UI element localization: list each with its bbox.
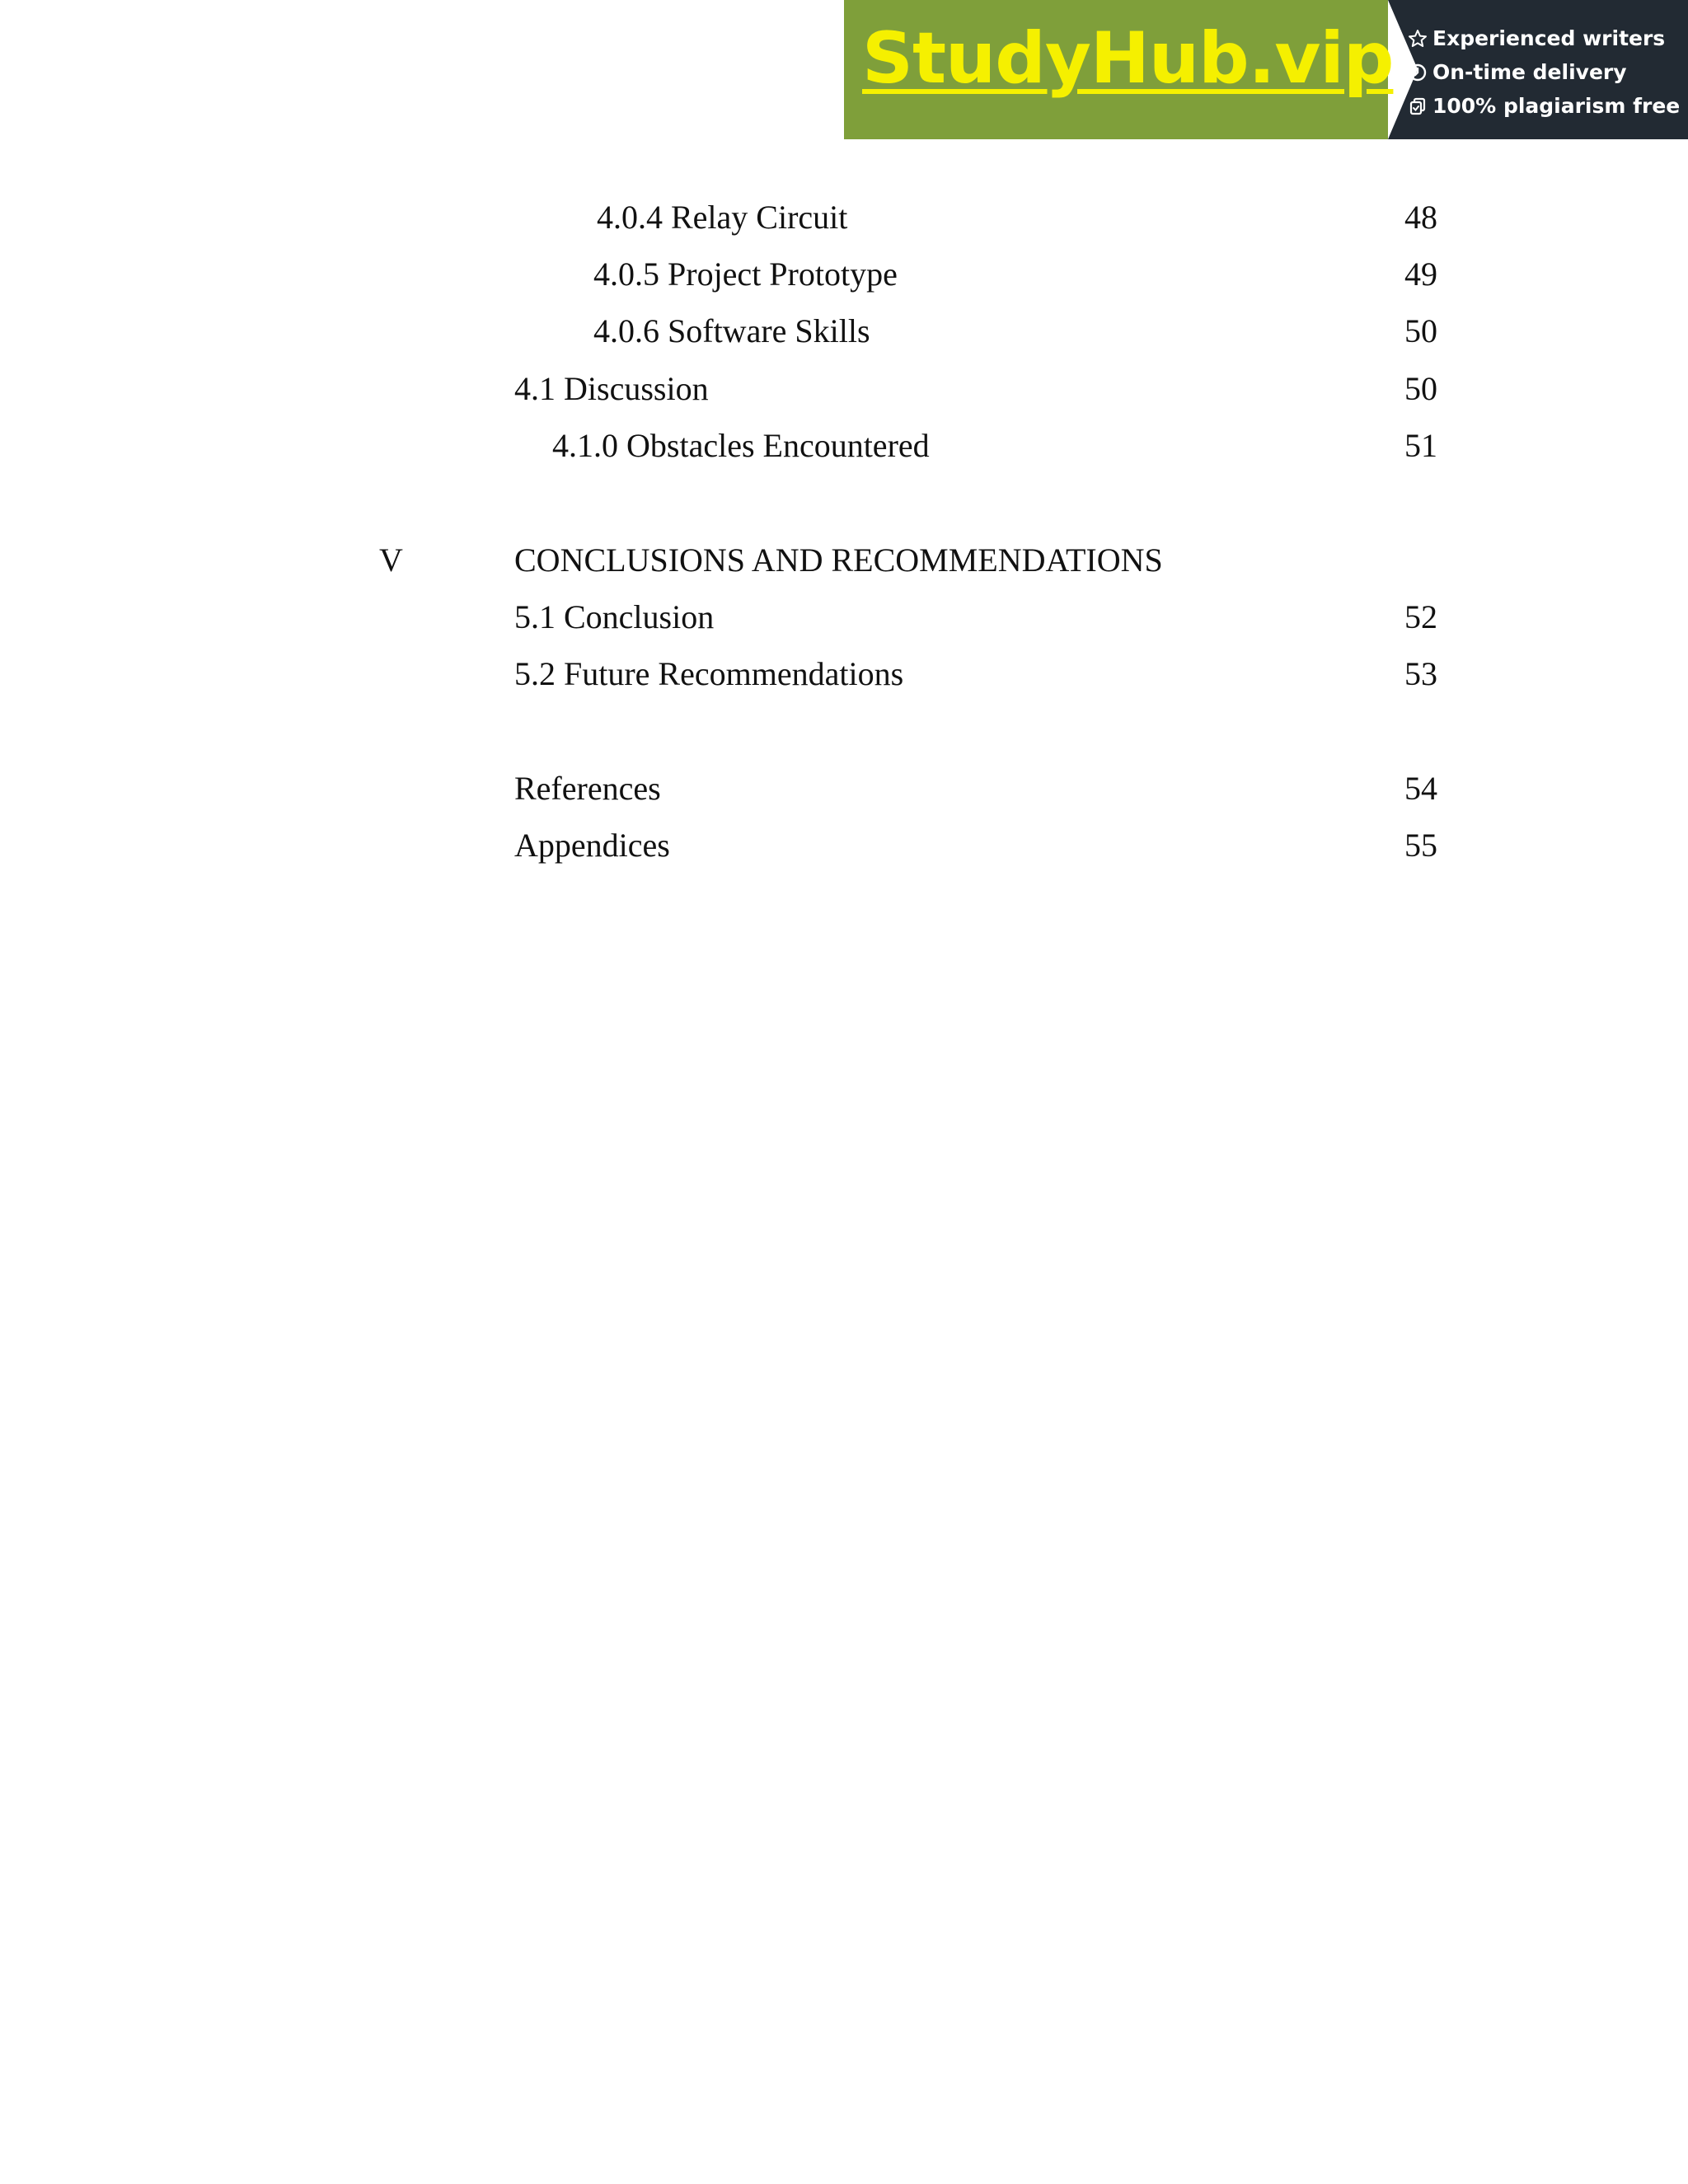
feature-list bbox=[1408, 21, 1680, 123]
toc-page-project-prototype: 49 bbox=[1404, 255, 1437, 293]
feature-label: On-time delivery bbox=[1432, 60, 1627, 84]
copy-icon bbox=[1408, 96, 1428, 116]
feature-plagiarism-free bbox=[1408, 89, 1680, 123]
feature-label: 100% plagiarism free bbox=[1432, 94, 1681, 118]
toc-entry-future-recommendations: 5.2 Future Recommendations bbox=[514, 655, 904, 692]
toc-page-software-skills: 50 bbox=[1404, 312, 1437, 349]
toc-page-appendices: 55 bbox=[1404, 827, 1437, 864]
toc-page-references: 54 bbox=[1404, 770, 1437, 807]
toc-entry-obstacles-encountered: 4.1.0 Obstacles Encountered bbox=[552, 427, 930, 464]
feature-experienced-writers bbox=[1408, 21, 1680, 55]
toc-entry-references: References bbox=[514, 770, 661, 807]
toc-chapter-number: V bbox=[379, 541, 403, 579]
toc-entry-software-skills: 4.0.6 Software Skills bbox=[593, 312, 870, 349]
toc-page-obstacles-encountered: 51 bbox=[1404, 427, 1437, 464]
feature-label: Experienced writers bbox=[1432, 26, 1666, 50]
toc-page-conclusion: 52 bbox=[1404, 598, 1437, 635]
studyhub-banner[interactable] bbox=[844, 0, 1688, 139]
brand-logo[interactable]: StudyHub.vip bbox=[862, 17, 1394, 100]
toc-entry-relay-circuit: 4.0.4 Relay Circuit bbox=[597, 199, 848, 236]
toc-entry-discussion: 4.1 Discussion bbox=[514, 370, 709, 407]
toc-page-future-recommendations: 53 bbox=[1404, 655, 1437, 692]
feature-on-time-delivery bbox=[1408, 55, 1680, 89]
toc-page-discussion: 50 bbox=[1404, 370, 1437, 407]
toc-chapter-title: CONCLUSIONS AND RECOMMENDATIONS bbox=[514, 541, 1163, 579]
star-icon bbox=[1408, 29, 1428, 49]
toc-entry-project-prototype: 4.0.5 Project Prototype bbox=[593, 255, 898, 293]
toc-entry-appendices: Appendices bbox=[514, 827, 670, 864]
banner-green-panel bbox=[844, 0, 1394, 139]
clock-icon bbox=[1408, 63, 1428, 82]
toc-entry-conclusion: 5.1 Conclusion bbox=[514, 598, 715, 635]
toc-page-relay-circuit: 48 bbox=[1404, 199, 1437, 236]
